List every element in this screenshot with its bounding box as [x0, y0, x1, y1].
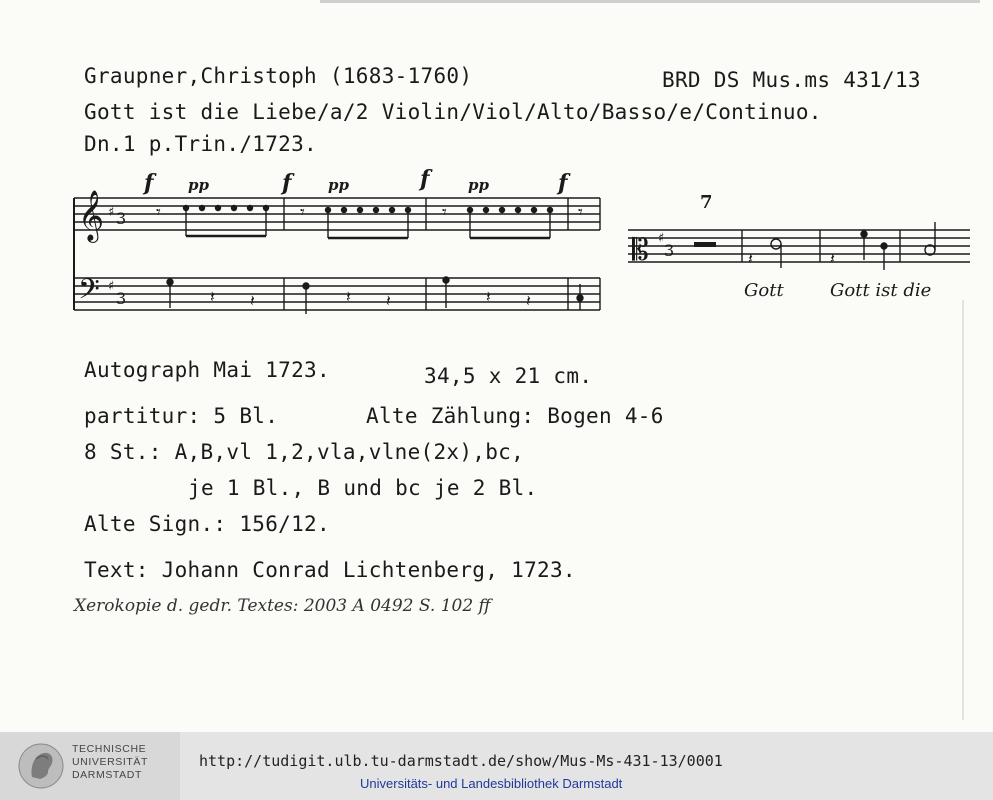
- svg-text:3: 3: [116, 209, 127, 228]
- svg-text:3: 3: [116, 289, 127, 308]
- music-incipit: [60, 160, 980, 335]
- svg-text:𝄾: 𝄾: [156, 202, 161, 223]
- svg-text:𝄽: 𝄽: [346, 287, 351, 306]
- university-line-1: TECHNISCHE: [72, 743, 147, 755]
- alte-zaehlung: Alte Zählung: Bogen 4-6: [366, 404, 664, 428]
- bass-staff: [74, 278, 600, 310]
- svg-text:𝄽: 𝄽: [486, 287, 491, 306]
- university-logo-block: [0, 732, 180, 800]
- rest-count: 7: [700, 192, 713, 213]
- dynamic-f-2: f: [282, 170, 292, 196]
- athena-head-icon: [18, 741, 64, 791]
- dynamic-f-4: f: [558, 170, 568, 196]
- lyric-1: Gott: [744, 280, 784, 301]
- alto-clef: 𝄡: [632, 233, 649, 268]
- university-line-3: DARMSTADT: [72, 769, 142, 781]
- svg-text:♯: ♯: [108, 205, 115, 220]
- bass-clef: 𝄢: [78, 273, 100, 313]
- card-top-border: [320, 0, 980, 3]
- footer-bar: [0, 732, 993, 800]
- svg-text:𝄽: 𝄽: [386, 291, 391, 310]
- university-name: [72, 743, 148, 782]
- dynamic-f-3: f: [420, 166, 430, 192]
- treble-staff: [74, 198, 600, 230]
- svg-text:𝄽: 𝄽: [748, 249, 753, 268]
- dynamic-pp-2: pp: [328, 176, 349, 194]
- card-right-edge: [962, 300, 964, 720]
- svg-text:𝄽: 𝄽: [526, 291, 531, 310]
- university-line-2: UNIVERSITÄT: [72, 756, 149, 768]
- svg-text:𝄾: 𝄾: [578, 202, 583, 223]
- footer-info: [180, 732, 993, 800]
- treble-notes: [156, 202, 583, 238]
- dynamic-f-1: f: [144, 170, 154, 196]
- alto-staff: [628, 230, 970, 262]
- work-title: Gott ist die Liebe/a/2 Violin/Viol/Alto/Basso/e/Continuo.: [84, 100, 822, 124]
- autograph-line: Autograph Mai 1723.: [84, 358, 330, 382]
- svg-text:𝄽: 𝄽: [210, 287, 215, 306]
- occasion-line: Dn.1 p.Trin./1723.: [84, 132, 317, 156]
- dynamic-pp-1: pp: [188, 176, 209, 194]
- handwritten-note: Xerokopie d. gedr. Textes: 2003 A 0492 S. 102 ff: [74, 596, 491, 616]
- text-author: Text: Johann Conrad Lichtenberg, 1723.: [84, 558, 576, 582]
- treble-clef: 𝄞: [78, 190, 105, 241]
- dynamic-pp-3: pp: [468, 176, 489, 194]
- svg-text:♯: ♯: [108, 279, 115, 294]
- svg-text:𝄾: 𝄾: [300, 202, 305, 223]
- stimmen-line-2: je 1 Bl., B und bc je 2 Bl.: [188, 476, 538, 500]
- lyric-2: Gott ist die: [830, 280, 932, 301]
- bass-notes: [167, 277, 583, 314]
- alte-signatur: Alte Sign.: 156/12.: [84, 512, 330, 536]
- partitur-line: partitur: 5 Bl.: [84, 404, 279, 428]
- dimensions: 34,5 x 21 cm.: [424, 364, 593, 388]
- svg-text:𝄽: 𝄽: [250, 291, 255, 310]
- svg-text:𝄾: 𝄾: [442, 202, 447, 223]
- alto-notes: [694, 192, 935, 270]
- svg-text:♯: ♯: [658, 231, 665, 246]
- svg-text:3: 3: [664, 241, 675, 260]
- stimmen-line-1: 8 St.: A,B,vl 1,2,vla,vlne(2x),bc,: [84, 440, 525, 464]
- composer-line: Graupner,Christoph (1683-1760): [84, 64, 473, 88]
- library-link[interactable]: Universitäts- und Landesbibliothek Darmstadt: [360, 776, 623, 791]
- shelfmark: BRD DS Mus.ms 431/13: [662, 68, 921, 92]
- permalink-url[interactable]: http://tudigit.ulb.tu-darmstadt.de/show/Mus-Ms-431-13/0001: [199, 752, 723, 770]
- svg-text:𝄽: 𝄽: [830, 249, 835, 268]
